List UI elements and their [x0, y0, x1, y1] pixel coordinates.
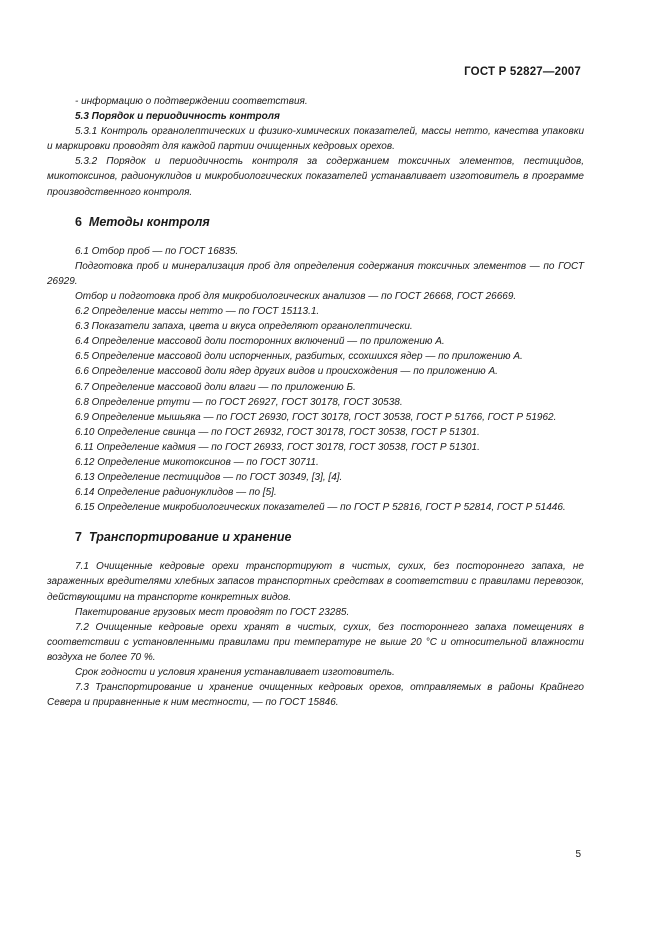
paragraph: Срок годности и условия хранения устанавливает изготовитель.	[75, 667, 395, 678]
paragraph: 6.15 Определение микробиологических показателей — по ГОСТ Р 52816, ГОСТ Р 52814, ГОСТ Р 51446.	[75, 502, 566, 514]
paragraph: 6.14 Определение радионуклидов — по [5].	[75, 487, 277, 499]
paragraph: 5.3.1 Контроль органолептических и физико-химических показателей, массы нетто, качества упаковки и маркировки проводят для каждой партии очищенных кедровых орехов.	[47, 126, 584, 153]
section-title: Методы контроля	[88, 214, 210, 229]
paragraph: 6.10 Определение свинца — по ГОСТ 26932, ГОСТ 30178, ГОСТ 30538, ГОСТ Р 51301.	[75, 426, 480, 438]
paragraph: Отбор и подготовка проб для микробиологических анализов — по ГОСТ 26668, ГОСТ 26669.	[75, 290, 517, 302]
document-body	[47, 94, 584, 710]
section-heading	[75, 529, 584, 545]
paragraph: 6.5 Определение массовой доли испорченных, разбитых, ссохшихся ядер — по приложению А.	[75, 351, 523, 363]
section-heading	[75, 214, 584, 230]
section-number: 6	[75, 214, 82, 229]
paragraph: 6.12 Определение микотоксинов — по ГОСТ 30711.	[75, 456, 319, 468]
section-title: Транспортирование и хранение	[88, 530, 292, 545]
paragraph: 7.3 Транспортирование и хранение очищенных кедровых орехов, отправляемых в районы Крайнего Севера и приравненные к ним местности, — по ГОСТ 15846.	[47, 682, 584, 709]
paragraph: 6.9 Определение мышьяка — по ГОСТ 26930, ГОСТ 30178, ГОСТ 30538, ГОСТ Р 51766, ГОСТ Р 51962.	[75, 411, 557, 423]
section-number: 7	[75, 530, 82, 545]
paragraph: - информацию о подтверждении соответствия.	[75, 96, 308, 107]
paragraph: 6.3 Показатели запаха, цвета и вкуса определяют органолептически.	[75, 321, 413, 333]
paragraph: 6.11 Определение кадмия — по ГОСТ 26933, ГОСТ 30178, ГОСТ 30538, ГОСТ Р 51301.	[75, 441, 480, 453]
paragraph: 5.3.2 Порядок и периодичность контроля за содержанием токсичных элементов, пестицидов, микотоксинов, радионуклидов и микробиологических показателей устанавливает изготовитель в программе производственного контроля.	[47, 156, 584, 198]
paragraph: 6.2 Определение массы нетто — по ГОСТ 15113.1.	[75, 306, 320, 318]
paragraph: 6.4 Определение массовой доли посторонних включений — по приложению А.	[75, 336, 445, 348]
paragraph: 7.1 Очищенные кедровые орехи транспортируют в чистых, сухих, без постороннего запаха, не зараженных вредителями хлебных запасов транспортных средствах в соответствии с правилами перевозок, действующими на транспорте конкретных видов.	[47, 561, 584, 603]
paragraph: Подготовка проб и минерализация проб для определения содержания токсичных элементов — по ГОСТ 26929.	[47, 260, 584, 287]
paragraph: Пакетирование грузовых мест проводят по ГОСТ 23285.	[75, 606, 350, 618]
paragraph: 5.3 Порядок и периодичность контроля	[75, 111, 280, 123]
paragraph: 7.2 Очищенные кедровые орехи хранят в чистых, сухих, без постороннего запаха помещениях в соответствии с установленными правилами при температуре не выше 20 °С и относительной влажности воздуха не более 70 %.	[47, 621, 584, 663]
paragraph: 6.7 Определение массовой доли влаги — по приложению Б.	[75, 381, 356, 393]
paragraph: 6.13 Определение пестицидов — по ГОСТ 30349, [3], [4].	[75, 472, 343, 484]
document-id-header: ГОСТ Р 52827—2007	[464, 66, 581, 78]
paragraph: 6.8 Определение ртути — по ГОСТ 26927, ГОСТ 30178, ГОСТ 30538.	[75, 396, 403, 408]
paragraph: 6.6 Определение массовой доли ядер других видов и происхождения — по приложению А.	[75, 366, 498, 378]
paragraph: 6.1 Отбор проб — по ГОСТ 16835.	[75, 245, 239, 257]
page-number: 5	[575, 849, 581, 860]
